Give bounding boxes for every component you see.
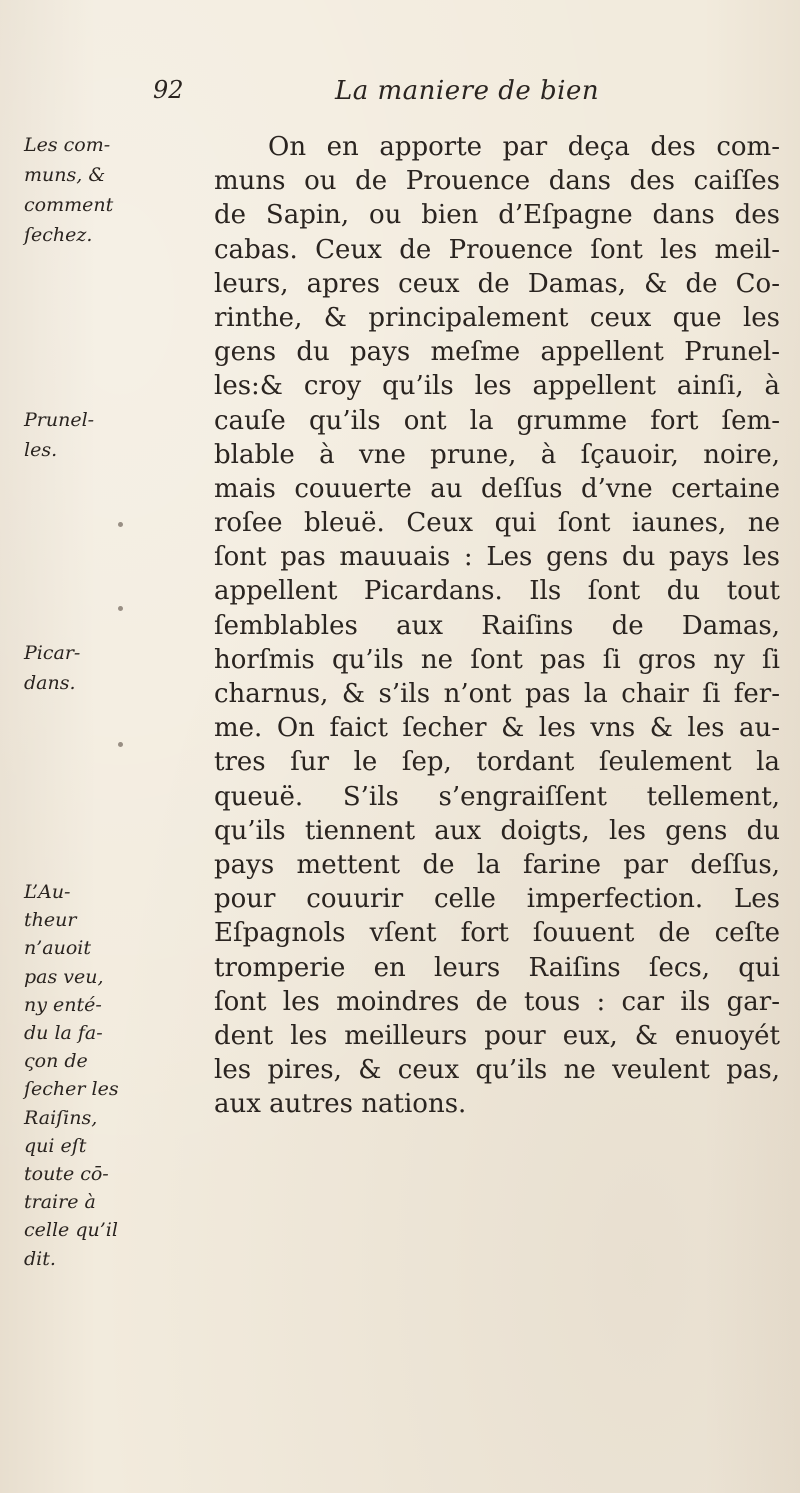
side-note-line: Prunel- — [24, 409, 95, 431]
side-note-line: dit. — [24, 1247, 56, 1270]
side-note-line: comment — [24, 194, 114, 216]
text-line: leurs, apres ceux de Damas, & de Co- — [214, 268, 780, 299]
side-note-auteur — [24, 878, 214, 1273]
text-line: ſont les moindres de tous : car ils gar- — [214, 986, 780, 1017]
text-line: les pires, & ceux qu’ils ne veulent pas, — [214, 1055, 780, 1086]
side-note-line: ny enté- — [24, 993, 102, 1016]
text-line: ſont pas mauuais : Les gens du pays les — [214, 542, 780, 573]
page-header — [0, 76, 800, 116]
side-note-line: celle qu’il — [24, 1219, 118, 1242]
side-note-line: Picar- — [24, 642, 81, 664]
text-line: me. On faict ſecher & les vns & les au- — [214, 713, 780, 744]
side-note-prunelles — [24, 405, 214, 465]
text-line: roſee bleuë. Ceux qui ſont iaunes, ne — [214, 508, 780, 539]
side-note-les-communs — [24, 130, 214, 250]
text-line: mais couuerte au deſſus d’vne certaine — [214, 473, 780, 504]
text-line: Eſpagnols vſent fort ſouuent de ceſte — [214, 918, 780, 949]
text-line: queuë. S’ils s’engraiſſent tellement, — [214, 781, 780, 812]
page-number: 92 — [153, 76, 184, 104]
side-note-line: ſecher les — [24, 1078, 119, 1101]
body-text — [214, 130, 780, 1121]
side-note-picardans — [24, 638, 214, 698]
side-note-line: du la fa- — [24, 1022, 103, 1045]
side-note-line: pas veu, — [24, 965, 104, 988]
text-line: gens du pays meſme appellent Prunel- — [214, 337, 780, 368]
text-line: appellent Picardans. Ils ſont du tout — [214, 576, 780, 607]
side-note-line: traire à — [24, 1191, 96, 1214]
side-note-line: les. — [24, 439, 58, 461]
text-line: qu’ils tiennent aux doigts, les gens du — [214, 815, 780, 846]
text-line: ſemblables aux Raiſins de Damas, — [214, 610, 780, 641]
margin-dot — [118, 522, 123, 527]
text-line: aux autres nations. — [214, 1089, 467, 1120]
text-line: blable à vne prune, à ſçauoir, noire, — [214, 439, 780, 470]
text-line: tromperie en leurs Raiſins ſecs, qui — [214, 952, 780, 983]
side-note-line: qui eſt — [24, 1134, 87, 1157]
text-line: cabas. Ceux de Prouence ſont les meil- — [214, 234, 780, 265]
text-line: muns ou de Prouence dans des caiſſes — [214, 166, 780, 197]
side-note-line: ςon de — [24, 1050, 88, 1073]
text-line: On en apporte par deça des com- — [268, 132, 780, 162]
side-note-line: dans. — [24, 672, 76, 694]
side-note-line: n’auoit — [24, 937, 91, 960]
side-note-line: theur — [24, 909, 77, 932]
side-note-line: Les com- — [24, 134, 111, 156]
text-line: dent les meilleurs pour eux, & enuoyét — [214, 1020, 780, 1051]
side-note-line: Raiſins, — [24, 1106, 98, 1129]
side-note-line: muns, & — [24, 164, 106, 186]
margin-dot — [118, 742, 123, 747]
text-line: tres ſur le ſep, tordant ſeulement la — [214, 747, 780, 778]
side-note-line: L’Au- — [24, 881, 71, 903]
margin-dot — [118, 606, 123, 611]
text-line: charnus, & s’ils n’ont pas la chair ſi fer- — [214, 679, 780, 709]
text-line: cauſe qu’ils ont la grumme fort ſem- — [214, 405, 780, 436]
text-line: horſmis qu’ils ne ſont pas ſi gros ny ſi — [214, 644, 780, 675]
text-line: pour couurir celle imperfection. Les — [214, 884, 780, 915]
side-note-line: ſechez. — [24, 224, 93, 246]
running-head: La maniere de bien — [335, 76, 600, 106]
text-line: rinthe, & principalement ceux que les — [214, 302, 780, 333]
side-note-line: toute cō- — [24, 1163, 109, 1186]
text-line: de Sapin, ou bien d’Eſpagne dans des — [214, 200, 780, 231]
text-line: pays mettent de la farine par deſſus, — [214, 849, 780, 880]
text-line: les:& croy qu’ils les appellent ainſi, à — [214, 371, 780, 402]
